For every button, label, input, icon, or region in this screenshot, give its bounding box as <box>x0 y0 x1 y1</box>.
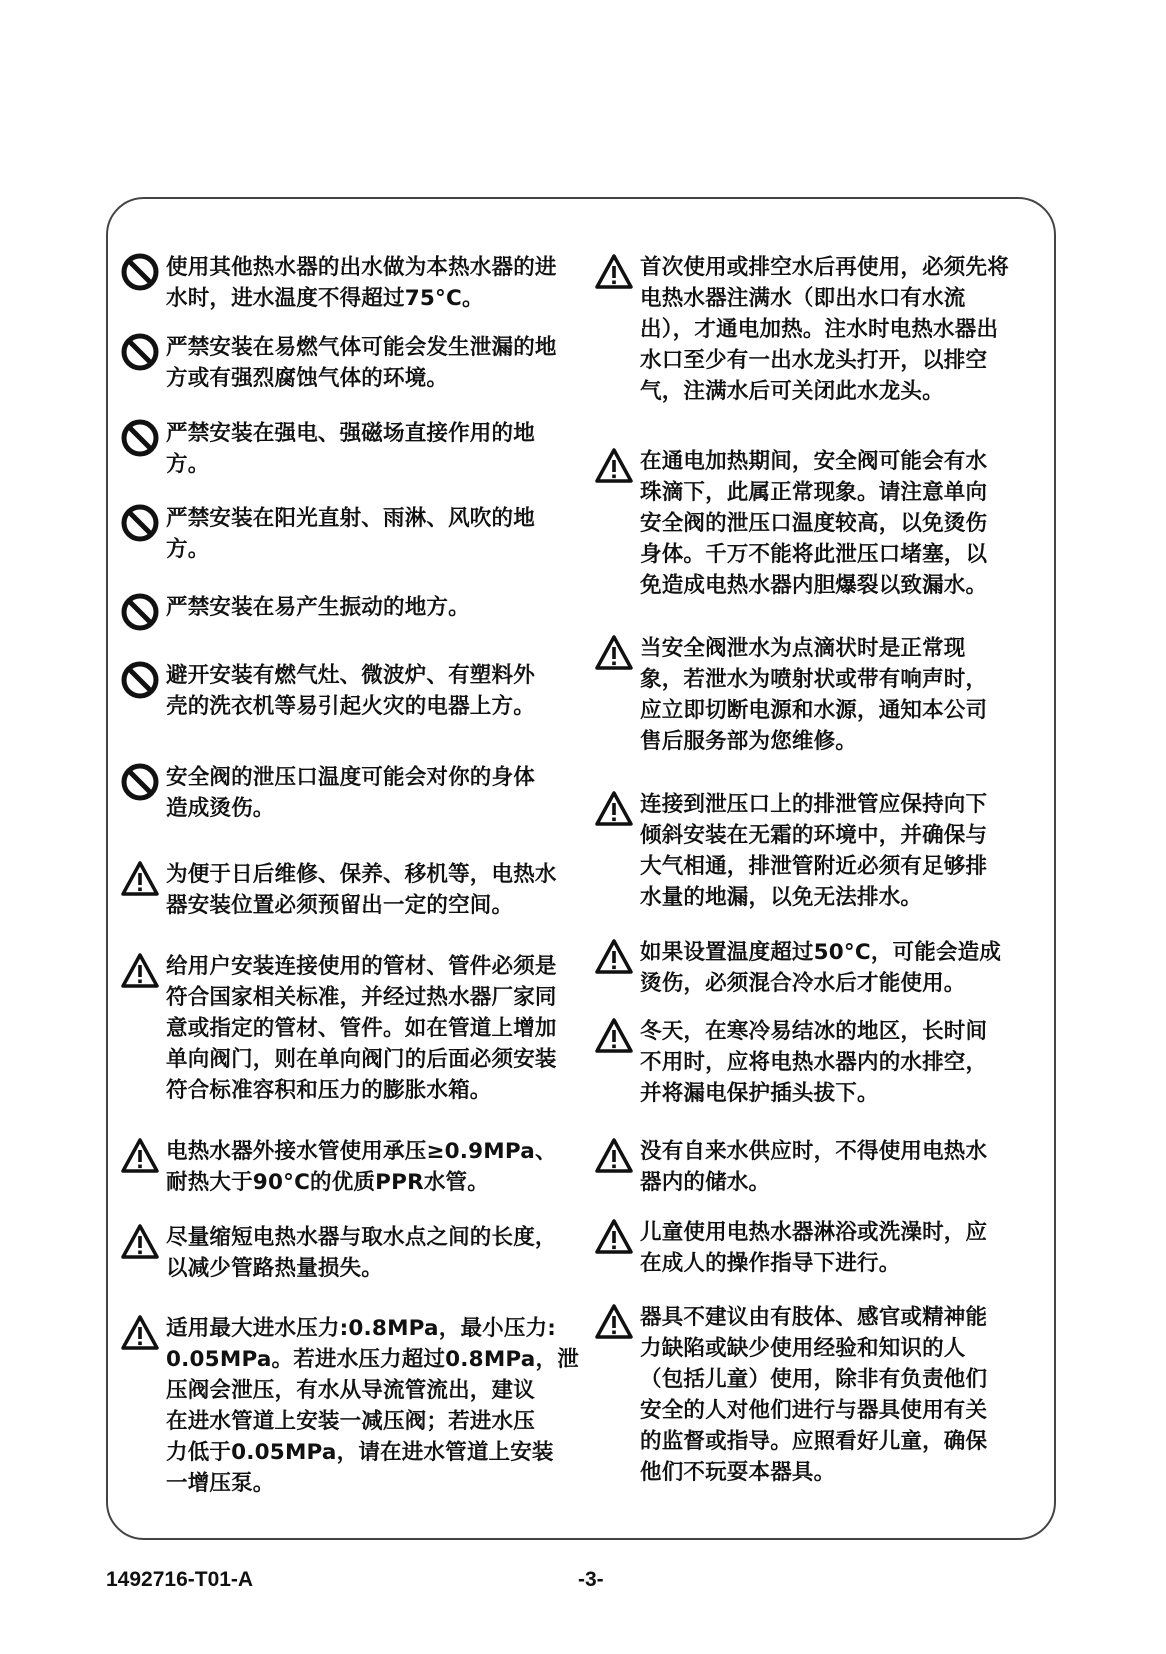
warning-icon <box>594 446 634 486</box>
item-text: 儿童使用电热水器淋浴或洗澡时，应 在成人的操作指导下进行。 <box>640 1220 988 1276</box>
item-text: 当安全阀泄水为点滴状时是正常现 象，若泄水为喷射状或带有响声时， 应立即切断电源和水源，通知本公司 售后服务部为您维修。 <box>640 636 988 754</box>
item-text: 严禁安装在强电、强磁场直接作用的地 方。 <box>166 421 535 477</box>
item-text: 电热水器外接水管使用承压≥0.9MPa、 耐热大于90°C的优质PPR水管。 <box>166 1139 557 1195</box>
doc-code: 1492716-T01-A <box>106 1568 254 1591</box>
item-text: 使用其他热水器的出水做为本热水器的进 水时，进水温度不得超过75°C。 <box>166 255 557 311</box>
left-item-4 <box>120 503 535 565</box>
left-item-3 <box>120 418 535 480</box>
right-item-9 <box>594 1302 987 1488</box>
warning-icon <box>120 1222 160 1262</box>
warning-icon <box>120 1136 160 1176</box>
item-text: 首次使用或排空水后再使用，必须先将 电热水器注满水（即出水口有水流 出），才通电加热。注水时电热水器出 水口至少有一出水龙头打开，以排空 气，注满水后可关闭此水龙头。 <box>640 255 1009 404</box>
prohibited-icon <box>120 762 160 802</box>
warning-icon <box>594 633 634 673</box>
warning-icon <box>594 1136 634 1176</box>
warning-icon <box>120 1313 160 1353</box>
left-item-10 <box>120 1136 557 1198</box>
prohibited-icon <box>120 252 160 292</box>
left-item-2 <box>120 332 557 394</box>
prohibited-icon <box>120 418 160 458</box>
item-text: 避开安装有燃气灶、微波炉、有塑料外 壳的洗衣机等易引起火灾的电器上方。 <box>166 663 535 719</box>
warning-icon <box>594 252 634 292</box>
warning-icon <box>594 1217 634 1257</box>
item-text: 冬天，在寒冷易结冰的地区，长时间 不用时，应将电热水器内的水排空， 并将漏电保护插头拔下。 <box>640 1019 988 1106</box>
left-item-7 <box>120 762 535 824</box>
left-item-5 <box>120 592 470 632</box>
warning-icon <box>120 951 160 991</box>
left-item-8 <box>120 859 557 921</box>
item-text: 在通电加热期间，安全阀可能会有水 珠滴下，此属正常现象。请注意单向 安全阀的泄压口温度较高，以免烫伤 身体。千万不能将此泄压口堵塞，以 免造成电热水器内胆爆裂以致漏水。 <box>640 449 988 598</box>
item-text: 没有自来水供应时，不得使用电热水 器内的储水。 <box>640 1139 988 1195</box>
prohibited-icon <box>120 503 160 543</box>
item-text: 为便于日后维修、保养、移机等，电热水 器安装位置必须预留出一定的空间。 <box>166 862 557 918</box>
right-item-7 <box>594 1136 987 1198</box>
prohibited-icon <box>120 332 160 372</box>
left-item-6 <box>120 660 535 722</box>
right-item-2 <box>594 446 987 601</box>
prohibited-icon <box>120 660 160 700</box>
right-item-8 <box>594 1217 987 1279</box>
item-text: 安全阀的泄压口温度可能会对你的身体 造成烫伤。 <box>166 765 535 821</box>
page-number: -3- <box>578 1568 604 1591</box>
left-item-11 <box>120 1222 557 1284</box>
right-item-5 <box>594 937 1001 999</box>
item-text: 严禁安装在易燃气体可能会发生泄漏的地 方或有强烈腐蚀气体的环境。 <box>166 335 557 391</box>
item-text: 器具不建议由有肢体、感官或精神能 力缺陷或缺少使用经验和知识的人 （包括儿童）使用，除非有负责他们 安全的人对他们进行与器具使用有关 的监督或指导。应照看好儿童，确保 他们不玩耍本器具。 <box>640 1305 988 1485</box>
item-text: 严禁安装在易产生振动的地方。 <box>166 595 470 620</box>
warning-icon <box>594 937 634 977</box>
left-item-12 <box>120 1313 579 1499</box>
warning-icon <box>594 1016 634 1056</box>
warning-icon <box>120 859 160 899</box>
right-item-1 <box>594 252 1009 407</box>
warning-icon <box>594 789 634 829</box>
right-item-3 <box>594 633 987 757</box>
prohibited-icon <box>120 592 160 632</box>
item-text: 给用户安装连接使用的管材、管件必须是 符合国家相关标准，并经过热水器厂家同 意或指定的管材、管件。如在管道上增加 单向阀门，则在单向阀门的后面必须安装 符合标准容积和压力的膨胀水箱。 <box>166 954 557 1103</box>
item-text: 适用最大进水压力:0.8MPa，最小压力: 0.05MPa。若进水压力超过0.8MPa，泄 压阀会泄压，有水从导流管流出，建议 在进水管道上安装一减压阀；若进水压 力低于0.05MPa，请在进水管道上安装 一增压泵。 <box>166 1316 579 1496</box>
item-text: 如果设置温度超过50°C，可能会造成 烫伤，必须混合冷水后才能使用。 <box>640 940 1002 996</box>
warning-icon <box>594 1302 634 1342</box>
right-item-4 <box>594 789 987 913</box>
item-text: 连接到泄压口上的排泄管应保持向下 倾斜安装在无霜的环境中，并确保与 大气相通，排泄管附近必须有足够排 水量的地漏，以免无法排水。 <box>640 792 988 910</box>
item-text: 尽量缩短电热水器与取水点之间的长度， 以减少管路热量损失。 <box>166 1225 557 1281</box>
item-text: 严禁安装在阳光直射、雨淋、风吹的地 方。 <box>166 506 535 562</box>
right-item-6 <box>594 1016 987 1109</box>
left-item-9 <box>120 951 557 1106</box>
left-item-1 <box>120 252 557 314</box>
